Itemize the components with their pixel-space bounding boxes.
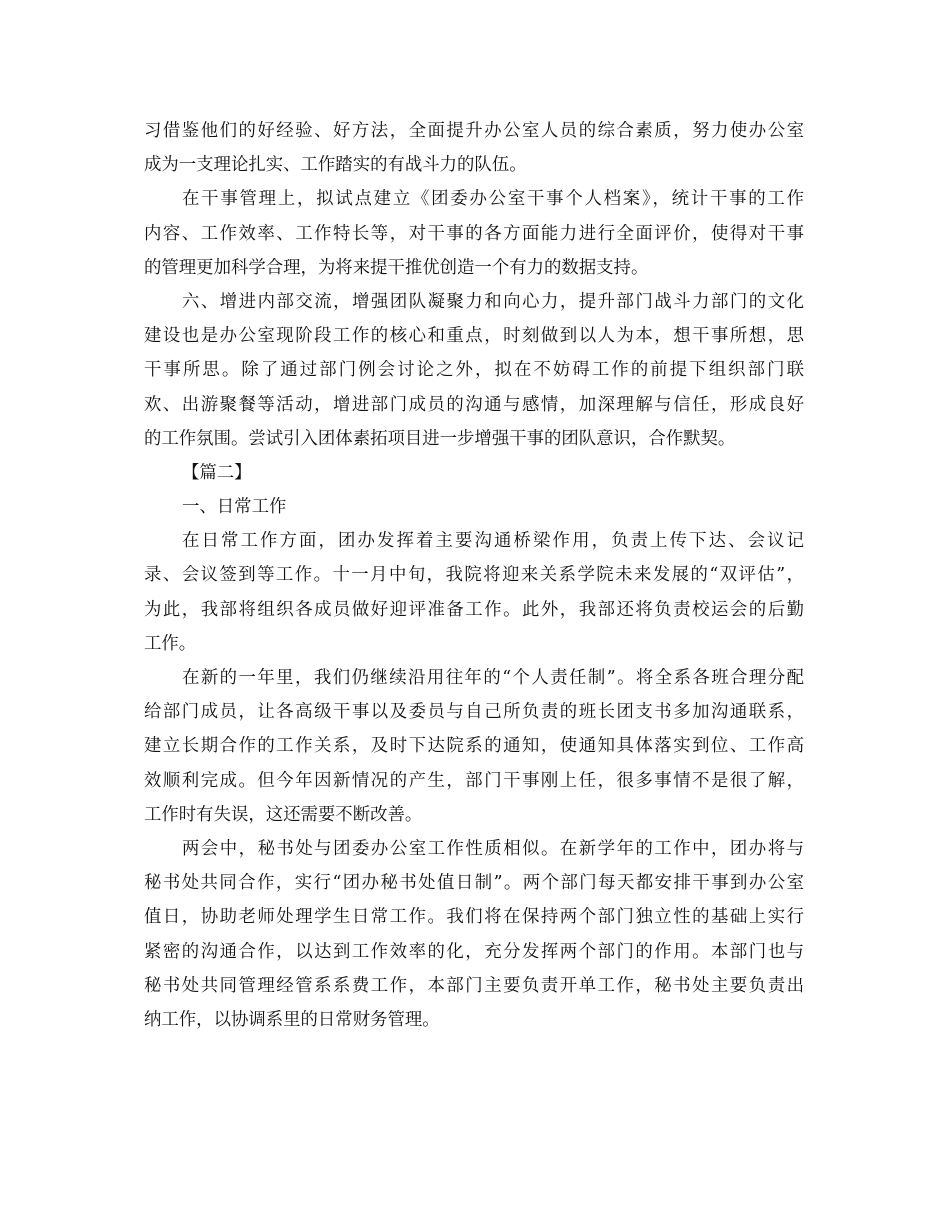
text-line: 在干事管理上，拟试点建立《团委办公室干事个人档案》，统计干事的工作 [182, 189, 804, 210]
text-line: 建设也是办公室现阶段工作的核心和重点，时刻做到以人为本，想干事所想，思 [144, 326, 804, 347]
text-line: 工作时有失误，这还需要不断改善。 [144, 804, 423, 825]
text-line: 两会中，秘书处与团委办公室工作性质相似。在新学年的工作中，团办将与 [182, 838, 804, 859]
text-line: 干事所思。除了通过部门例会讨论之外，拟在不妨碍工作的前提下组织部门联 [144, 360, 804, 381]
text-line: 值日，协助老师处理学生日常工作。我们将在保持两个部门独立性的基础上实行 [144, 907, 804, 928]
text-line: 的工作氛围。尝试引入团体素拓项目进一步增强干事的团队意识，合作默契。 [144, 428, 736, 449]
text-line: 在日常工作方面，团办发挥着主要沟通桥梁作用，负责上传下达、会议记 [182, 531, 804, 552]
text-line: 工作。 [144, 633, 197, 654]
text-line: 录、会议签到等工作。十一月中旬，我院将迎来关系学院未来发展的“双评估”， [144, 565, 804, 586]
text-line: 一、日常工作 [182, 497, 287, 518]
text-line: 秘书处共同管理经管系系费工作，本部门主要负责开单工作，秘书处主要负责出 [144, 975, 804, 996]
text-line: 紧密的沟通合作，以达到工作效率的化，充分发挥两个部门的作用。本部门也与 [144, 941, 804, 962]
text-line: 内容、工作效率、工作特长等，对干事的各方面能力进行全面评价，使得对干事 [144, 223, 804, 244]
text-line: 的管理更加科学合理，为将来提干推优创造一个有力的数据支持。 [144, 257, 649, 278]
text-line: 【篇二】 [182, 462, 252, 483]
text-line: 为此，我部将组织各成员做好迎评准备工作。此外，我部还将负责校运会的后勤 [144, 599, 804, 620]
text-line: 效顺利完成。但今年因新情况的产生，部门干事刚上任，很多事情不是很了解， [144, 770, 804, 791]
text-line: 欢、出游聚餐等活动，增进部门成员的沟通与感情，加深理解与信任，形成良好 [144, 394, 804, 415]
text-line: 建立长期合作的工作关系，及时下达院系的通知，使通知具体落实到位、工作高 [144, 736, 804, 757]
text-line: 在新的一年里，我们仍继续沿用往年的“个人责任制”。将全系各班合理分配 [182, 668, 804, 688]
text-line: 秘书处共同合作，实行“团办秘书处值日制”。两个部门每天都安排干事到办公室 [144, 873, 804, 894]
text-line: 给部门成员，让各高级干事以及委员与自己所负责的班长团支书多加沟通联系， [144, 702, 804, 723]
text-line: 六、增进内部交流，增强团队凝聚力和向心力，提升部门战斗力部门的文化 [182, 291, 804, 312]
text-line: 纳工作，以协调系里的日常财务管理。 [144, 1009, 440, 1030]
text-line: 习借鉴他们的好经验、好方法，全面提升办公室人员的综合素质，努力使办公室 [144, 121, 804, 141]
text-line: 成为一支理论扎实、工作踏实的有战斗力的队伍。 [144, 155, 527, 176]
document-body [144, 114, 804, 1037]
